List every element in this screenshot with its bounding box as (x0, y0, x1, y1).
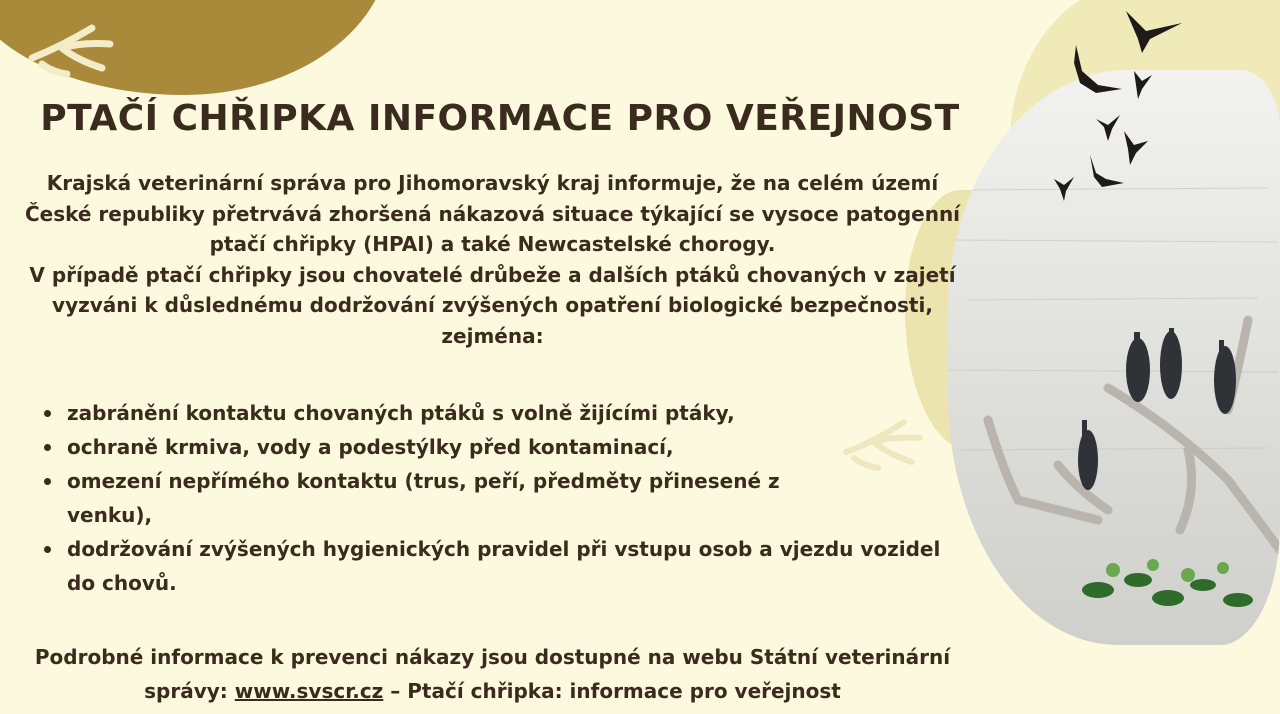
footer-text-after-link: – Ptačí chřipka: informace pro veřejnost (383, 679, 841, 703)
intro-paragraph-appeal: V případě ptačí chřipky jsou chovatelé drůbeže a dalších ptáků chovaných v zajetí vyzváni k důslednému dodržování zvýšených opatření biologické bezpečnosti, zejména: (29, 262, 956, 348)
footer-info (20, 640, 965, 708)
intro-text (20, 168, 965, 351)
bird-footprint-icon (22, 18, 122, 80)
svscr-website-link[interactable]: www.svscr.cz (234, 679, 384, 703)
flying-birds-icon (1050, 5, 1190, 205)
page-title: PTAČÍ CHŘIPKA INFORMACE PRO VEŘEJNOST (40, 98, 960, 139)
biosecurity-measures-list (44, 396, 944, 600)
footer-text-before-link: Podrobné informace k prevenci nákazy jsou dostupné na webu Státní veterinární správy: (34, 645, 951, 703)
list-item: ochraně krmiva, vody a podestýlky před kontaminací, (44, 430, 944, 464)
list-item: zabránění kontaktu chovaných ptáků s volně žijícími ptáky, (44, 396, 944, 430)
list-item: omezení nepřímého kontaktu (trus, peří, předměty přinesené z venku), (44, 464, 857, 532)
list-item: dodržování zvýšených hygienických pravidel při vstupu osob a vjezdu vozidel do chovů. (44, 532, 944, 600)
intro-paragraph-situation: Krajská veterinární správa pro Jihomoravský kraj informuje, že na celém území České republiky přetrvává zhoršená nákazová situace týkající se vysoce patogenní ptačí chřipky (HPAI) a také Newcastelské chorogy. (24, 171, 961, 256)
